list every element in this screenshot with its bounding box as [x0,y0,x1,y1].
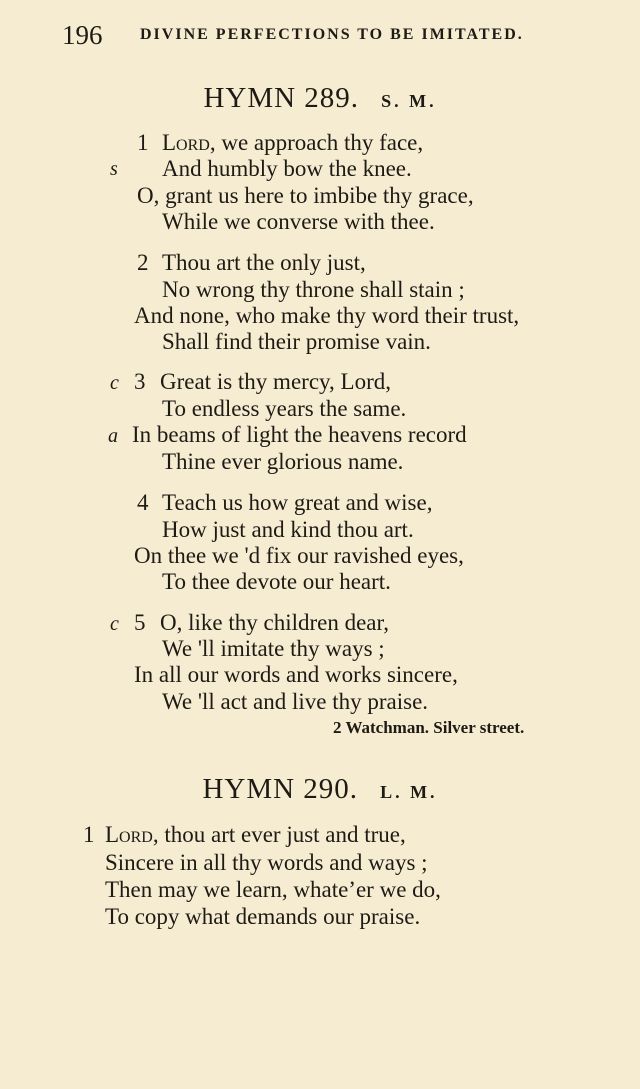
verse-line: Then may we learn, whate’er we do, [105,877,441,902]
page-header [62,20,602,50]
verse-line: To copy what demands our praise. [105,904,421,929]
dynamic-mark: c [110,613,119,635]
small-caps-word: Lord [162,130,210,155]
verse-line: While we converse with thee. [162,209,435,234]
hymn-number: HYMN 290. [202,773,359,805]
hymn-289-title [0,82,640,115]
verse-line: No wrong thy throne shall stain ; [162,277,465,302]
verse-line: O, like thy children dear, [160,610,390,635]
dynamic-mark: s [110,158,118,180]
verse-line: To endless years the same. [162,396,407,421]
stanza-number: 3 [134,369,146,394]
verse-line: And humbly bow the knee. [162,156,412,181]
hymn-meter: S. M. [381,91,437,111]
hymn-meter: L. M. [380,782,438,802]
stanza-number: 1 [137,130,149,155]
verse-line [105,822,406,848]
verse-line: O, grant us here to imbibe thy grace, [137,183,474,208]
verse-line: To thee devote our heart. [162,569,391,594]
stanza-number: 4 [137,490,149,515]
verse-line: In all our words and works sincere, [134,662,458,687]
stanza-number: 1 [83,822,95,847]
verse-line: Teach us how great and wise, [162,490,433,515]
verse-line: In beams of light the heavens record [132,422,467,447]
hymn-number: HYMN 289. [203,82,360,114]
verse-line: Thou art the only just, [162,250,366,275]
dynamic-mark: c [110,372,119,394]
stanza-number: 5 [134,610,146,635]
verse-line: How just and kind thou art. [162,517,414,542]
running-title: DIVINE PERFECTIONS TO BE IMITATED. [140,26,524,43]
verse-text: , we approach thy face, [209,130,424,155]
verse-text: , thou art ever just and true, [152,822,406,847]
verse-line: We 'll imitate thy ways ; [162,636,385,661]
page-number: 196 [62,20,103,50]
verse-line: Thine ever glorious name. [162,449,404,474]
tune-names: 2 Watchman. Silver street. [333,718,525,737]
verse-line: Shall find their promise vain. [162,329,431,354]
verse-line: And none, who make thy word their trust, [134,303,520,328]
verse-line: We 'll act and live thy praise. [162,689,429,714]
stanza-number: 2 [137,250,149,275]
verse-line: Sincere in all thy words and ways ; [105,850,428,875]
hymn-290-title [0,773,640,806]
verse-line: On thee we 'd fix our ravished eyes, [134,543,464,568]
dynamic-mark: a [108,425,118,447]
verse-line [162,130,423,156]
verse-line: Great is thy mercy, Lord, [160,369,391,394]
small-caps-word: Lord [105,822,153,847]
